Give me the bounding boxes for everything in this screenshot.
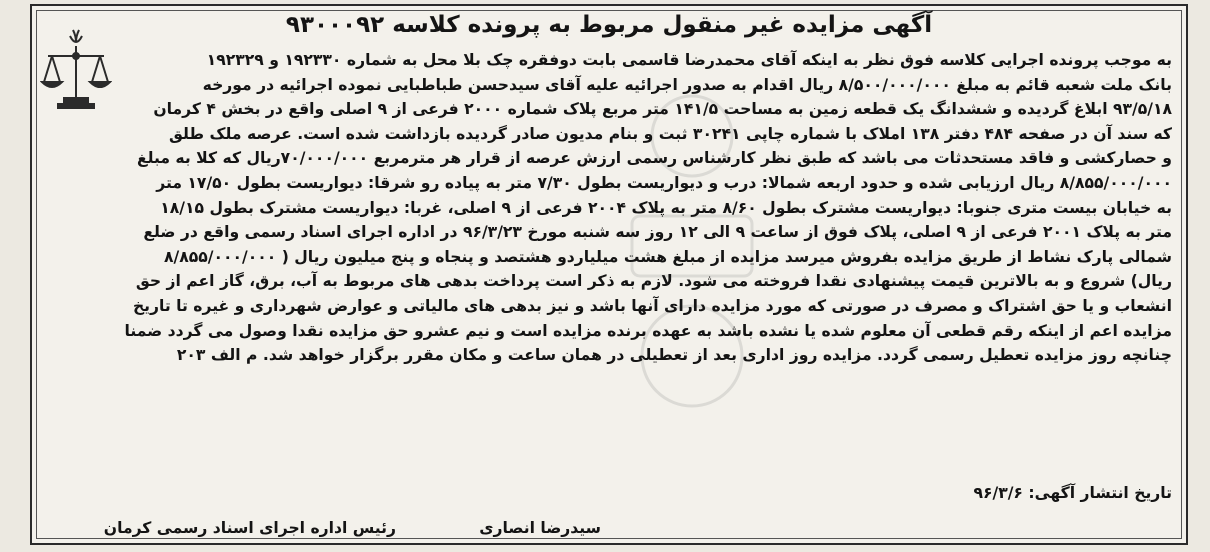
notice-line: انشعاب و یا حق اشتراک و مصرف در صورتی که مورد مزایده دارای آنها باشد و نیز بدهی های مالیاتی و عوارض شهرداری و غیره تا تاریخ [132, 296, 1172, 315]
notice-line: به خیابان بیست متری جنوبا: دیواریست مشترک بطول ۸/۶۰ متر به پلاک ۲۰۰۴ فرعی از ۹ اصلی، غربا: دیواریست مشترک بطول ۱۸/۱۵ [160, 198, 1172, 217]
notice-line: متر به پلاک ۲۰۰۱ فرعی از ۹ اصلی، پلاک فوق از ساعت ۹ الی ۱۲ روز سه شنبه مورخ ۹۶/۳/۲۳ در اداره اجرای اسناد رسمی واقع در ضلع [143, 223, 1172, 242]
notice-line: ۸/۸۵۵/۰۰۰/۰۰۰ ریال ارزیابی شده و حدود اربعه شمالا: درب و دیواریست بطول ۷/۳۰ متر به پیاده رو شرقا: دیواریست بطول ۱۷/۵۰ متر [156, 173, 1172, 192]
notice-line: ریال) شروع و به بالاترین قیمت پیشنهادی نقدا فروخته می شود. لازم به ذکر است پرداخت بدهی های مربوط به آب، برق، گاز اعم از حق [135, 272, 1172, 291]
notice-title: آگهی مزایده غیر منقول مربوط به پرونده کلاسه ۹۳۰۰۰۹۲ [285, 12, 933, 38]
notice-line: و حصارکشی و فاقد مستحدثات می باشد که طبق نظر کارشناس رسمی ارزش عرصه از قرار هر مترمربع ۷۰/۰۰۰/۰۰۰ریال که کلا به مبلغ [136, 149, 1172, 168]
notice-line: مزایده اعم از اینکه رقم قطعی آن معلوم شده یا نشده باشد به عهده برنده مزایده است و نیم عشرو حق مزایده نقدا وصول می گردد ضمنا [124, 321, 1172, 340]
notice-body [54, 48, 1172, 368]
notice-line: که سند آن در صفحه ۴۸۴ دفتر ۱۳۸ املاک با شماره چاپی ۳۰۲۴۱ ثبت و بنام مدیون صادر گردیده بازداشت شده است. عرصه ملک طلق [168, 124, 1172, 143]
notice-line: بانک ملت شعبه قائم به مبلغ ۸/۵۰۰/۰۰۰/۰۰۰ ریال اقدام به صدور اجرائیه علیه آقای سیدحسن طباطبایی نموده اجرائیه در مورخه [202, 75, 1172, 94]
notice-line: ۹۳/۵/۱۸ ابلاغ گردیده و ششدانگ یک قطعه زمین به مساحت ۱۴۱/۵ متر مربع پلاک شماره ۲۰۰۰ فرعی از ۹ اصلی واقع در بخش ۴ کرمان [153, 100, 1172, 119]
signature-title: رئیس اداره اجرای اسناد رسمی کرمان [103, 519, 396, 537]
signature-name: سیدرضا انصاری [479, 519, 601, 537]
publish-date-line: تاریخ انتشار آگهی: ۹۶/۳/۶ [973, 484, 1172, 502]
notice-line: به موجب پرونده اجرایی کلاسه فوق نظر به اینکه آقای محمدرضا قاسمی بابت دوفقره چک بلا محل به شماره ۱۹۲۳۳۰ و ۱۹۲۳۲۹ [206, 51, 1172, 69]
notice-line: شمالی پارک نشاط از طریق مزایده بفروش میرسد مزایده از مبلغ هشت میلیاردو هشتصد و پنجاه و پنج میلیون ریال ( ۸/۸۵۵/۰۰۰/۰۰۰ [164, 247, 1172, 266]
notice-frame [30, 4, 1188, 545]
notice-line: چنانچه روز مزایده تعطیل رسمی گردد. مزایده روز اداری بعد از تعطیلی در همان ساعت و مکان مقرر برگزار خواهد شد. م الف ۲۰۳ [176, 346, 1172, 365]
